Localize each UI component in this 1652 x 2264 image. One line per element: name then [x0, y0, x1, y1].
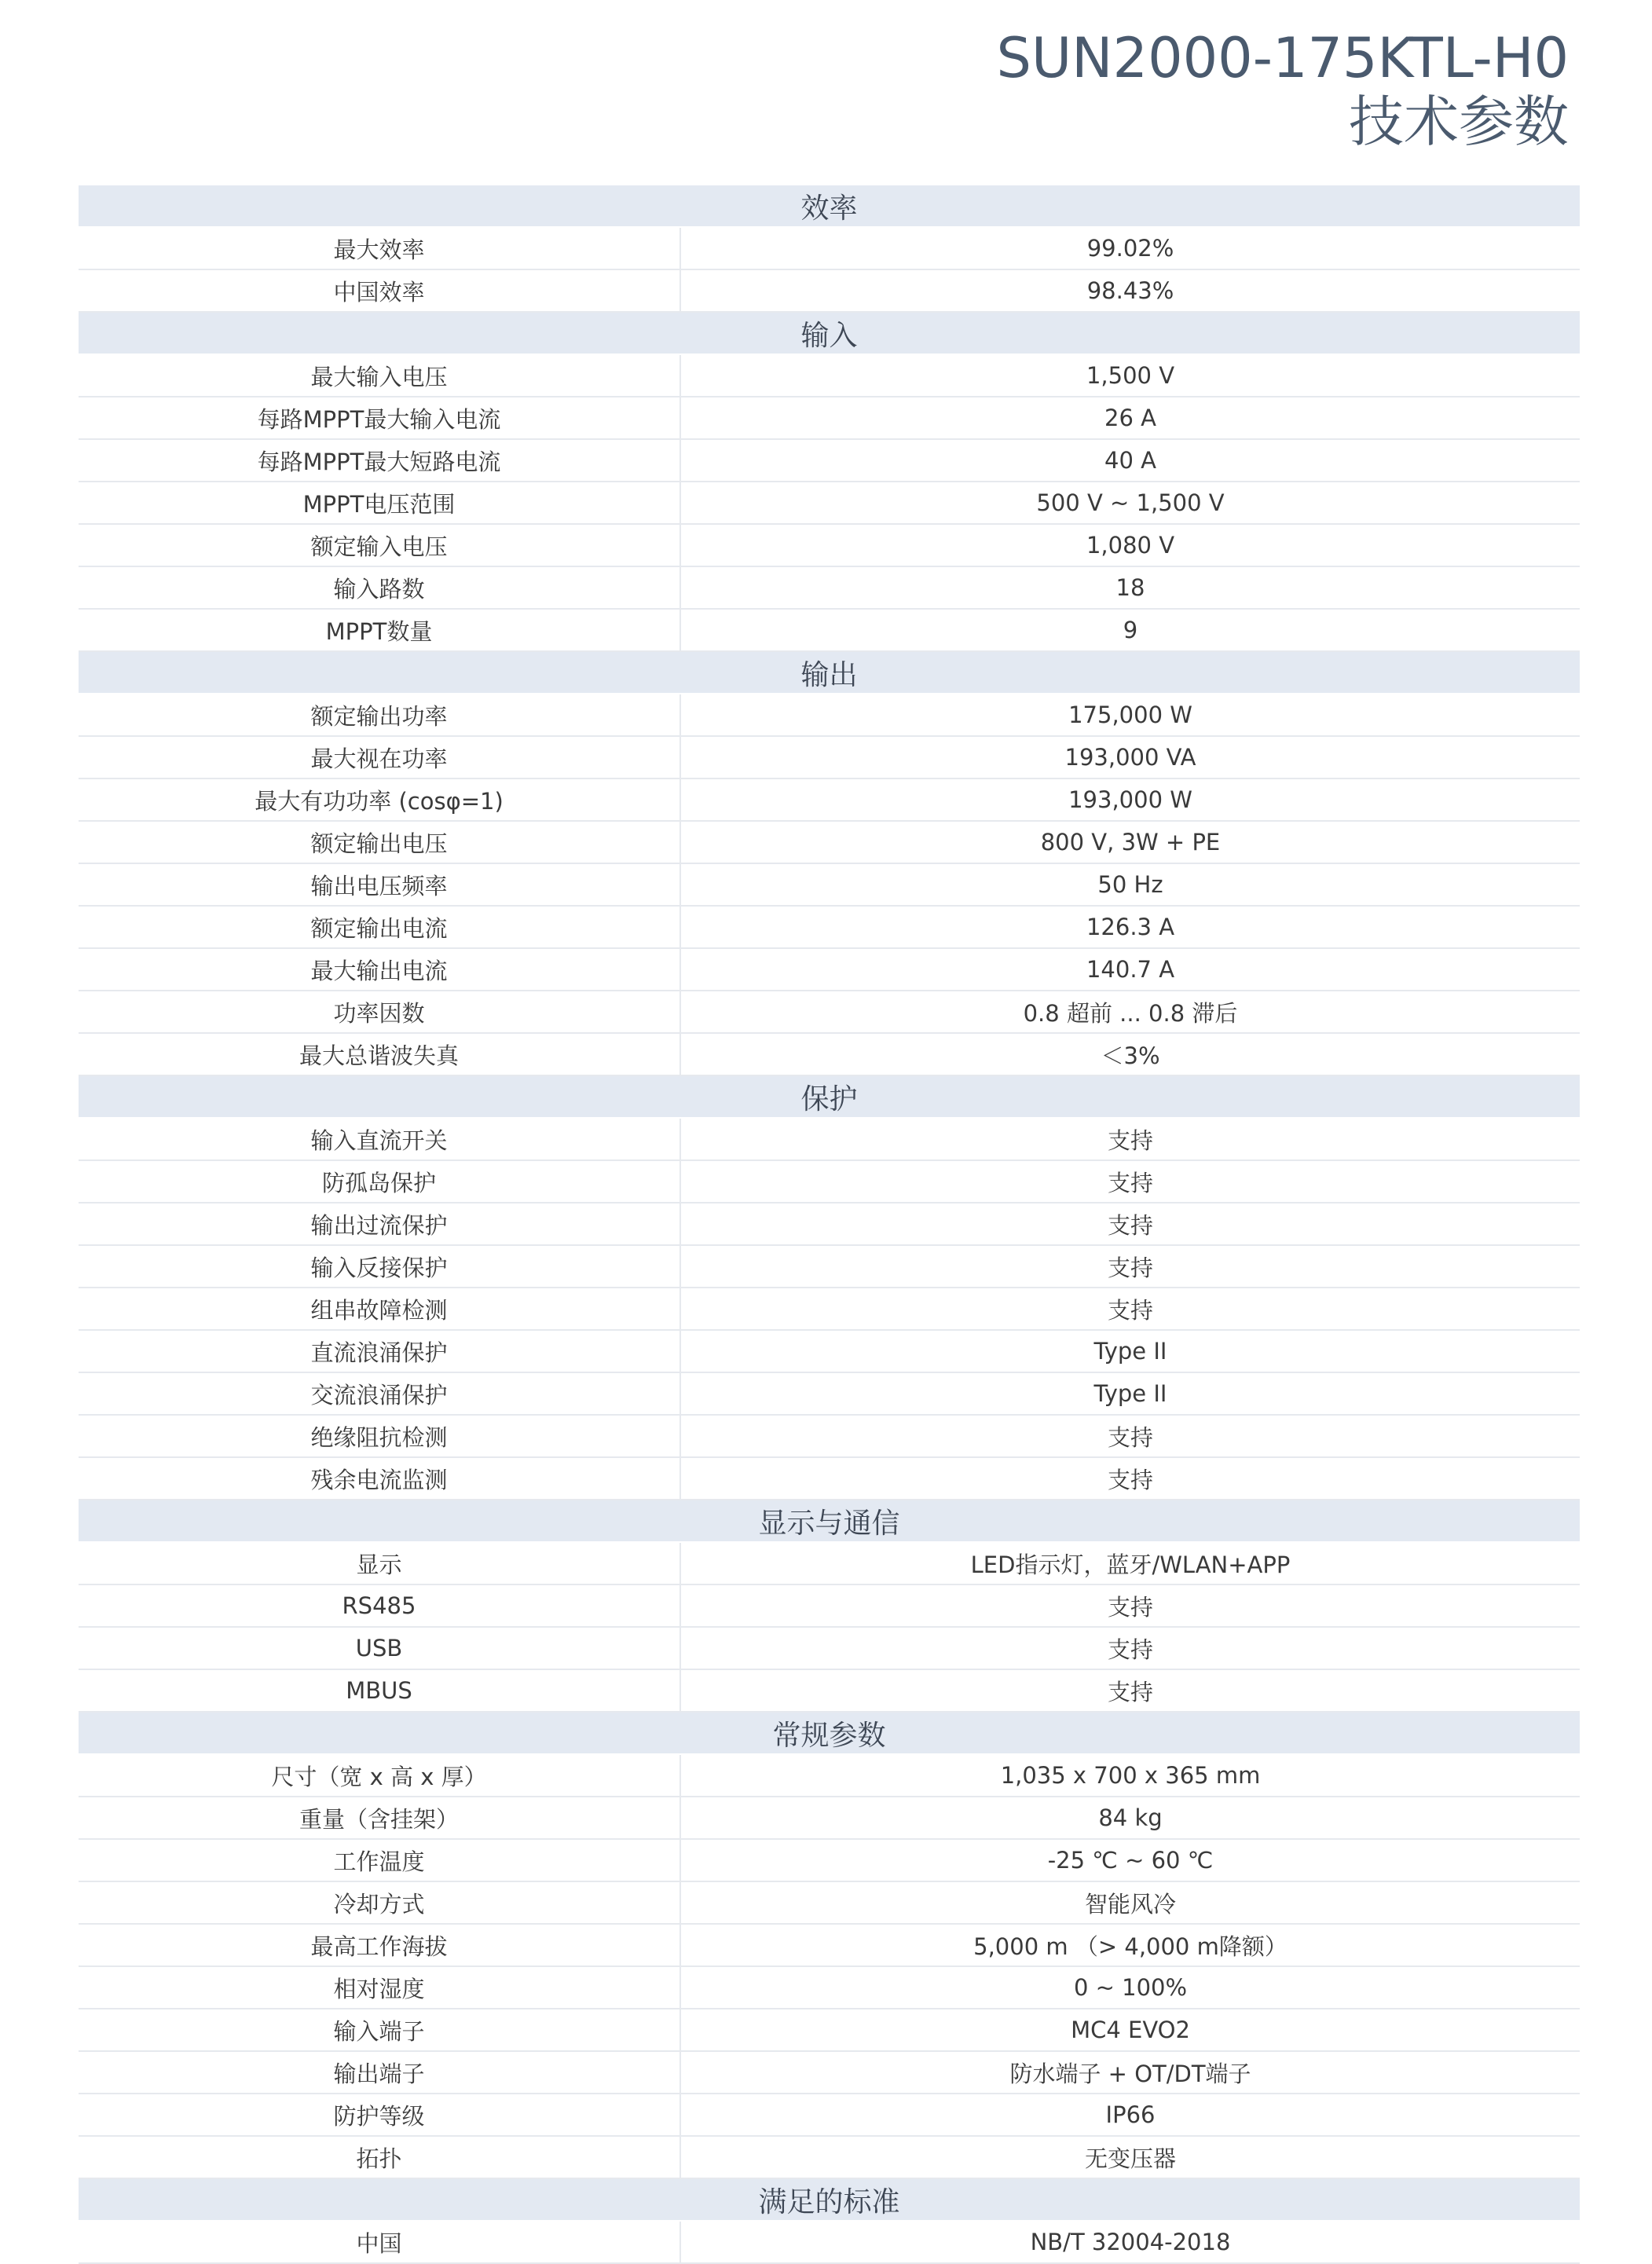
spec-row: [79, 1754, 1580, 1797]
spec-label: 最大总谐波失真: [79, 1033, 680, 1075]
spec-label: 额定输出电压: [79, 821, 680, 863]
spec-value: ＜3%: [680, 1033, 1580, 1075]
spec-label: 尺寸（宽 x 高 x 厚）: [79, 1754, 680, 1797]
spec-row: [79, 2094, 1580, 2136]
spec-label: 中国效率: [79, 269, 680, 312]
spec-row: [79, 354, 1580, 397]
spec-value: 支持: [680, 1245, 1580, 1288]
spec-label: MBUS: [79, 1669, 680, 1712]
spec-row: [79, 906, 1580, 948]
section-header-row: [79, 1075, 1580, 1118]
spec-row: [79, 1542, 1580, 1584]
spec-label: MPPT电压范围: [79, 482, 680, 524]
spec-label: 输出端子: [79, 2051, 680, 2094]
spec-value: 5,000 m （> 4,000 m降额）: [680, 1924, 1580, 1966]
spec-label: 直流浪涌保护: [79, 1330, 680, 1372]
spec-value: 50 Hz: [680, 863, 1580, 906]
spec-table: [79, 185, 1580, 2264]
spec-value: LED指示灯，蓝牙/WLAN+APP: [680, 1542, 1580, 1584]
spec-label: 重量（含挂架）: [79, 1797, 680, 1839]
spec-label: 额定输入电压: [79, 524, 680, 566]
spec-row: [79, 269, 1580, 312]
spec-row: [79, 1839, 1580, 1881]
spec-label: 功率因数: [79, 991, 680, 1033]
spec-row: [79, 1881, 1580, 1924]
spec-row: [79, 1669, 1580, 1712]
spec-value: 40 A: [680, 439, 1580, 482]
spec-value: 1,500 V: [680, 354, 1580, 397]
section-header-row: [79, 651, 1580, 694]
spec-row: [79, 1033, 1580, 1075]
spec-row: [79, 863, 1580, 906]
spec-row: [79, 1160, 1580, 1203]
spec-label: MPPT数量: [79, 609, 680, 651]
spec-label: 相对湿度: [79, 1966, 680, 2009]
product-model-title: SUN2000-175KTL-H0: [996, 26, 1569, 90]
spec-value: 126.3 A: [680, 906, 1580, 948]
spec-value: IP66: [680, 2094, 1580, 2136]
section-title: 显示与通信: [79, 1500, 1580, 1542]
spec-value: 无变压器: [680, 2136, 1580, 2178]
document-subtitle: 技术参数: [1349, 90, 1569, 155]
spec-label: 冷却方式: [79, 1881, 680, 1924]
spec-label: 输入直流开关: [79, 1118, 680, 1160]
spec-label: 输入反接保护: [79, 1245, 680, 1288]
spec-value: 防水端子 + OT/DT端子: [680, 2051, 1580, 2094]
spec-value: 193,000 VA: [680, 736, 1580, 778]
spec-label: 最大视在功率: [79, 736, 680, 778]
spec-label: 最大有功功率 (cosφ=1): [79, 778, 680, 821]
spec-label: 每路MPPT最大输入电流: [79, 397, 680, 439]
spec-label: 每路MPPT最大短路电流: [79, 439, 680, 482]
section-title: 输出: [79, 651, 1580, 694]
spec-row: [79, 1118, 1580, 1160]
spec-table-body: [79, 185, 1580, 2263]
spec-label: 组串故障检测: [79, 1288, 680, 1330]
spec-label: 交流浪涌保护: [79, 1372, 680, 1415]
spec-row: [79, 1457, 1580, 1500]
spec-row: [79, 566, 1580, 609]
spec-label: 输出电压频率: [79, 863, 680, 906]
spec-row: [79, 948, 1580, 991]
spec-value: 193,000 W: [680, 778, 1580, 821]
spec-row: [79, 1797, 1580, 1839]
spec-label: 输入端子: [79, 2009, 680, 2051]
section-header-row: [79, 1712, 1580, 1754]
section-header-row: [79, 312, 1580, 354]
spec-value: 支持: [680, 1160, 1580, 1203]
spec-row: [79, 736, 1580, 778]
spec-label: 显示: [79, 1542, 680, 1584]
section-header-row: [79, 1500, 1580, 1542]
spec-label: 最高工作海拔: [79, 1924, 680, 1966]
spec-row: [79, 397, 1580, 439]
spec-value: 18: [680, 566, 1580, 609]
spec-value: 84 kg: [680, 1797, 1580, 1839]
document-header: [997, 27, 1569, 154]
spec-label: 拓扑: [79, 2136, 680, 2178]
spec-value: 175,000 W: [680, 694, 1580, 736]
spec-value: 0 ~ 100%: [680, 1966, 1580, 2009]
spec-label: 中国: [79, 2221, 680, 2263]
spec-value: 支持: [680, 1669, 1580, 1712]
spec-row: [79, 1415, 1580, 1457]
spec-row: [79, 1330, 1580, 1372]
spec-label: RS485: [79, 1584, 680, 1627]
spec-label: 最大效率: [79, 227, 680, 269]
spec-value: 支持: [680, 1457, 1580, 1500]
spec-value: 1,080 V: [680, 524, 1580, 566]
spec-value: 支持: [680, 1288, 1580, 1330]
spec-row: [79, 609, 1580, 651]
section-header-row: [79, 2178, 1580, 2221]
spec-label: 最大输出电流: [79, 948, 680, 991]
section-header-row: [79, 185, 1580, 227]
spec-row: [79, 1245, 1580, 1288]
section-title: 效率: [79, 185, 1580, 227]
spec-label: 最大输入电压: [79, 354, 680, 397]
spec-value: 支持: [680, 1627, 1580, 1669]
spec-value: Type II: [680, 1372, 1580, 1415]
spec-row: [79, 2136, 1580, 2178]
spec-row: [79, 2221, 1580, 2263]
spec-value: 500 V ~ 1,500 V: [680, 482, 1580, 524]
spec-value: -25 ℃ ~ 60 ℃: [680, 1839, 1580, 1881]
spec-row: [79, 1924, 1580, 1966]
spec-label: 工作温度: [79, 1839, 680, 1881]
spec-row: [79, 1288, 1580, 1330]
spec-row: [79, 482, 1580, 524]
spec-row: [79, 2051, 1580, 2094]
spec-label: 残余电流监测: [79, 1457, 680, 1500]
spec-row: [79, 778, 1580, 821]
spec-label: 额定输出功率: [79, 694, 680, 736]
spec-label: 防孤岛保护: [79, 1160, 680, 1203]
spec-row: [79, 1203, 1580, 1245]
spec-label: 防护等级: [79, 2094, 680, 2136]
spec-row: [79, 439, 1580, 482]
spec-row: [79, 1584, 1580, 1627]
spec-row: [79, 1627, 1580, 1669]
spec-label: 输出过流保护: [79, 1203, 680, 1245]
section-title: 常规参数: [79, 1712, 1580, 1754]
spec-value: Type II: [680, 1330, 1580, 1372]
spec-row: [79, 821, 1580, 863]
spec-value: NB/T 32004-2018: [680, 2221, 1580, 2263]
section-title: 保护: [79, 1075, 1580, 1118]
spec-row: [79, 1966, 1580, 2009]
spec-label: USB: [79, 1627, 680, 1669]
spec-row: [79, 694, 1580, 736]
spec-row: [79, 524, 1580, 566]
spec-label: 绝缘阻抗检测: [79, 1415, 680, 1457]
spec-row: [79, 1372, 1580, 1415]
spec-label: 额定输出电流: [79, 906, 680, 948]
spec-value: 26 A: [680, 397, 1580, 439]
section-title: 输入: [79, 312, 1580, 354]
spec-value: MC4 EVO2: [680, 2009, 1580, 2051]
spec-value: 1,035 x 700 x 365 mm: [680, 1754, 1580, 1797]
spec-value: 支持: [680, 1415, 1580, 1457]
spec-value: 智能风冷: [680, 1881, 1580, 1924]
spec-row: [79, 227, 1580, 269]
spec-row: [79, 991, 1580, 1033]
spec-value: 98.43%: [680, 269, 1580, 312]
spec-value: 99.02%: [680, 227, 1580, 269]
spec-row: [79, 2009, 1580, 2051]
spec-label: 输入路数: [79, 566, 680, 609]
spec-value: 800 V, 3W + PE: [680, 821, 1580, 863]
section-title: 满足的标准: [79, 2178, 1580, 2221]
spec-value: 140.7 A: [680, 948, 1580, 991]
spec-value: 0.8 超前 ... 0.8 滞后: [680, 991, 1580, 1033]
spec-value: 支持: [680, 1118, 1580, 1160]
spec-value: 支持: [680, 1584, 1580, 1627]
spec-value: 9: [680, 609, 1580, 651]
spec-value: 支持: [680, 1203, 1580, 1245]
